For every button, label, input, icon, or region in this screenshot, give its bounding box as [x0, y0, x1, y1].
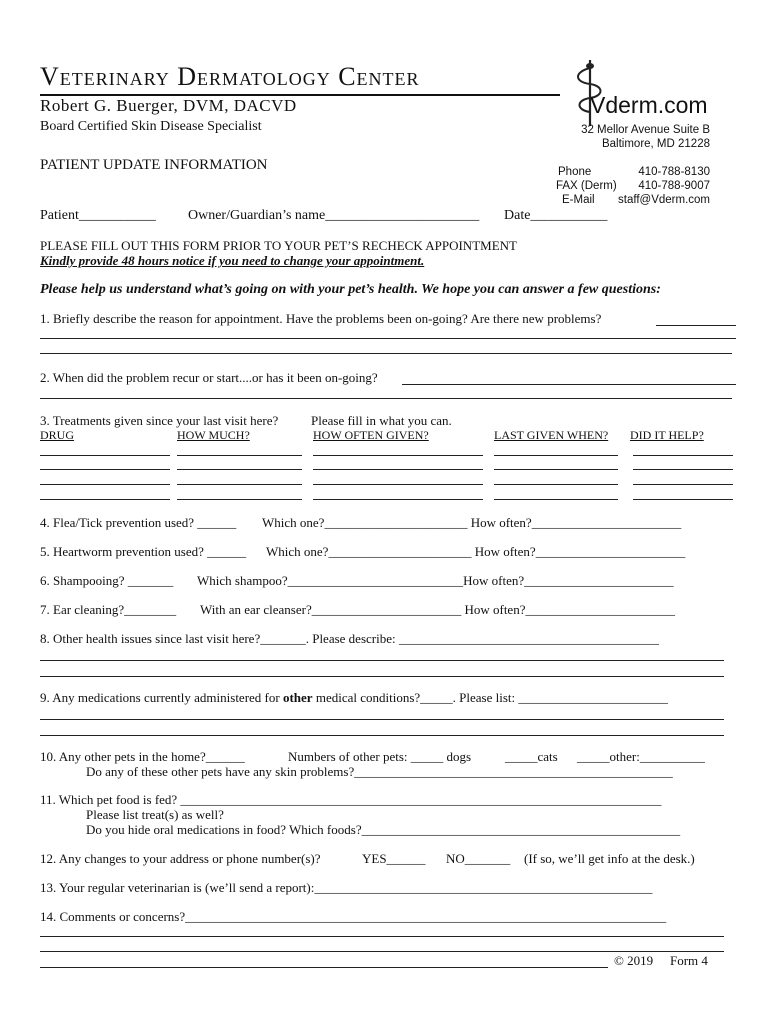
col-did-it-help: DID IT HELP? [630, 428, 704, 442]
q9-emphasis: other [282, 690, 313, 705]
q10-cats[interactable]: _____cats [505, 749, 558, 764]
date-field[interactable]: Date___________ [504, 208, 608, 223]
phone-value: 410-788-8130 [638, 166, 710, 178]
specialty: Board Certified Skin Disease Specialist [40, 119, 262, 134]
treatment-blank-line[interactable] [177, 455, 302, 456]
treatment-blank-line[interactable] [633, 499, 733, 500]
q12-note: (If so, we’ll get info at the desk.) [524, 851, 695, 866]
q14-answer-line[interactable] [40, 967, 608, 968]
treatment-blank-line[interactable] [494, 455, 618, 456]
patient-field[interactable]: Patient___________ [40, 208, 156, 223]
question-5[interactable]: 5. Heartworm prevention used? ______ [40, 544, 247, 559]
treatment-blank-line[interactable] [313, 484, 483, 485]
question-7[interactable]: 7. Ear cleaning?________ [40, 602, 177, 617]
q14-answer-line[interactable] [40, 936, 724, 937]
address-line1: 32 Mellor Avenue Suite B [581, 124, 710, 136]
q12-yes[interactable]: YES______ [362, 851, 426, 866]
treatment-blank-line[interactable] [494, 469, 618, 470]
treatment-blank-line[interactable] [40, 484, 170, 485]
treatment-blank-line[interactable] [177, 484, 302, 485]
question-10[interactable]: 10. Any other pets in the home?______ [40, 749, 245, 764]
treatment-blank-line[interactable] [313, 455, 483, 456]
question-3-note: Please fill in what you can. [311, 413, 452, 428]
copyright: © 2019 [614, 953, 654, 968]
col-how-much: HOW MUCH? [177, 428, 250, 442]
org-title: Veterinary Dermatology Center [40, 62, 420, 91]
fax-value: 410-788-9007 [638, 180, 710, 192]
treatment-blank-line[interactable] [494, 499, 618, 500]
treatment-blank-line[interactable] [177, 469, 302, 470]
q10-other[interactable]: _____other:__________ [577, 749, 705, 764]
q9-answer-line[interactable] [40, 719, 724, 720]
treatment-blank-line[interactable] [313, 499, 483, 500]
phone-label: Phone [558, 166, 592, 178]
q8-answer-line[interactable] [40, 660, 724, 661]
q9-text: 9. Any medications currently administered for [40, 690, 283, 705]
email-label: E-Mail [562, 194, 595, 206]
q14-answer-line[interactable] [40, 951, 724, 952]
logo-text: Vderm.com [590, 92, 708, 118]
question-3: 3. Treatments given since your last visit here? [40, 413, 279, 428]
treatment-blank-line[interactable] [40, 455, 170, 456]
treatment-blank-line[interactable] [313, 469, 483, 470]
treatment-blank-line[interactable] [494, 484, 618, 485]
question-4[interactable]: 4. Flea/Tick prevention used? ______ [40, 515, 237, 530]
address-line2: Baltimore, MD 21228 [601, 138, 710, 150]
question-1: 1. Briefly describe the reason for appointment. Have the problems been on-going? Are there new problems? [40, 311, 602, 326]
question-6-detail[interactable]: Which shampoo?___________________________How often?_______________________ [197, 573, 674, 588]
q2-answer-line[interactable] [40, 398, 732, 399]
question-8[interactable]: 8. Other health issues since last visit here?_______. Please describe: ________________________________________ [40, 631, 659, 646]
question-13[interactable]: 13. Your regular veterinarian is (we’ll send a report):____________________________________________________ [40, 880, 653, 895]
col-last-given: LAST GIVEN WHEN? [494, 428, 609, 442]
q9-answer-line[interactable] [40, 735, 724, 736]
treatment-blank-line[interactable] [633, 469, 733, 470]
treatment-blank-line[interactable] [633, 484, 733, 485]
doctor-name: Robert G. Buerger, DVM, DACVD [40, 96, 297, 115]
q8-answer-line[interactable] [40, 676, 724, 677]
treatment-blank-line[interactable] [633, 455, 733, 456]
q1-answer-line[interactable] [40, 353, 732, 354]
intro-text: Please help us understand what’s going on with your pet’s health. We hope you can answer a few questions: [40, 282, 661, 297]
treatment-blank-line[interactable] [40, 499, 170, 500]
q9-text-end: medical conditions?_____. Please list: _______________________ [312, 690, 668, 705]
question-12: 12. Any changes to your address or phone number(s)? [40, 851, 321, 866]
instruction-line2: Kindly provide 48 hours notice if you need to change your appointment. [40, 253, 425, 268]
treatment-blank-line[interactable] [40, 469, 170, 470]
instruction-line1: PLEASE FILL OUT THIS FORM PRIOR TO YOUR PET’S RECHECK APPOINTMENT [40, 238, 517, 253]
q10-skin-problems[interactable]: Do any of these other pets have any skin problems?_________________________________________________ [86, 764, 673, 779]
q11-treats[interactable]: Please list treat(s) as well? [86, 807, 224, 822]
q1-answer-line[interactable] [40, 338, 736, 339]
col-drug: DRUG [40, 428, 75, 442]
form-title: PATIENT UPDATE INFORMATION [40, 157, 268, 173]
question-9[interactable] [40, 690, 668, 706]
form-number: Form 4 [670, 953, 708, 968]
q11-oral-meds[interactable]: Do you hide oral medications in food? Which foods?_________________________________________________ [86, 822, 681, 837]
question-4-detail[interactable]: Which one?______________________ How often?_______________________ [262, 515, 682, 530]
question-2: 2. When did the problem recur or start....or has it been on-going? [40, 370, 378, 385]
col-how-often: HOW OFTEN GIVEN? [313, 428, 429, 442]
question-7-detail[interactable]: With an ear cleanser?_______________________ How often?_______________________ [200, 602, 675, 617]
question-6[interactable]: 6. Shampooing? _______ [40, 573, 174, 588]
question-5-detail[interactable]: Which one?______________________ How often?_______________________ [266, 544, 686, 559]
q12-no[interactable]: NO_______ [446, 851, 511, 866]
fax-label: FAX (Derm) [556, 180, 617, 192]
q2-inline-line[interactable] [402, 384, 736, 385]
owner-field[interactable]: Owner/Guardian’s name______________________ [188, 208, 480, 223]
treatment-blank-line[interactable] [177, 499, 302, 500]
question-14[interactable]: 14. Comments or concerns?__________________________________________________________________________ [40, 909, 667, 924]
q1-inline-line[interactable] [656, 325, 736, 326]
q10-dogs[interactable]: Numbers of other pets: _____ dogs [288, 749, 472, 764]
question-11[interactable]: 11. Which pet food is fed? __________________________________________________________________________ [40, 792, 662, 807]
email-value: staff@Vderm.com [618, 194, 710, 206]
